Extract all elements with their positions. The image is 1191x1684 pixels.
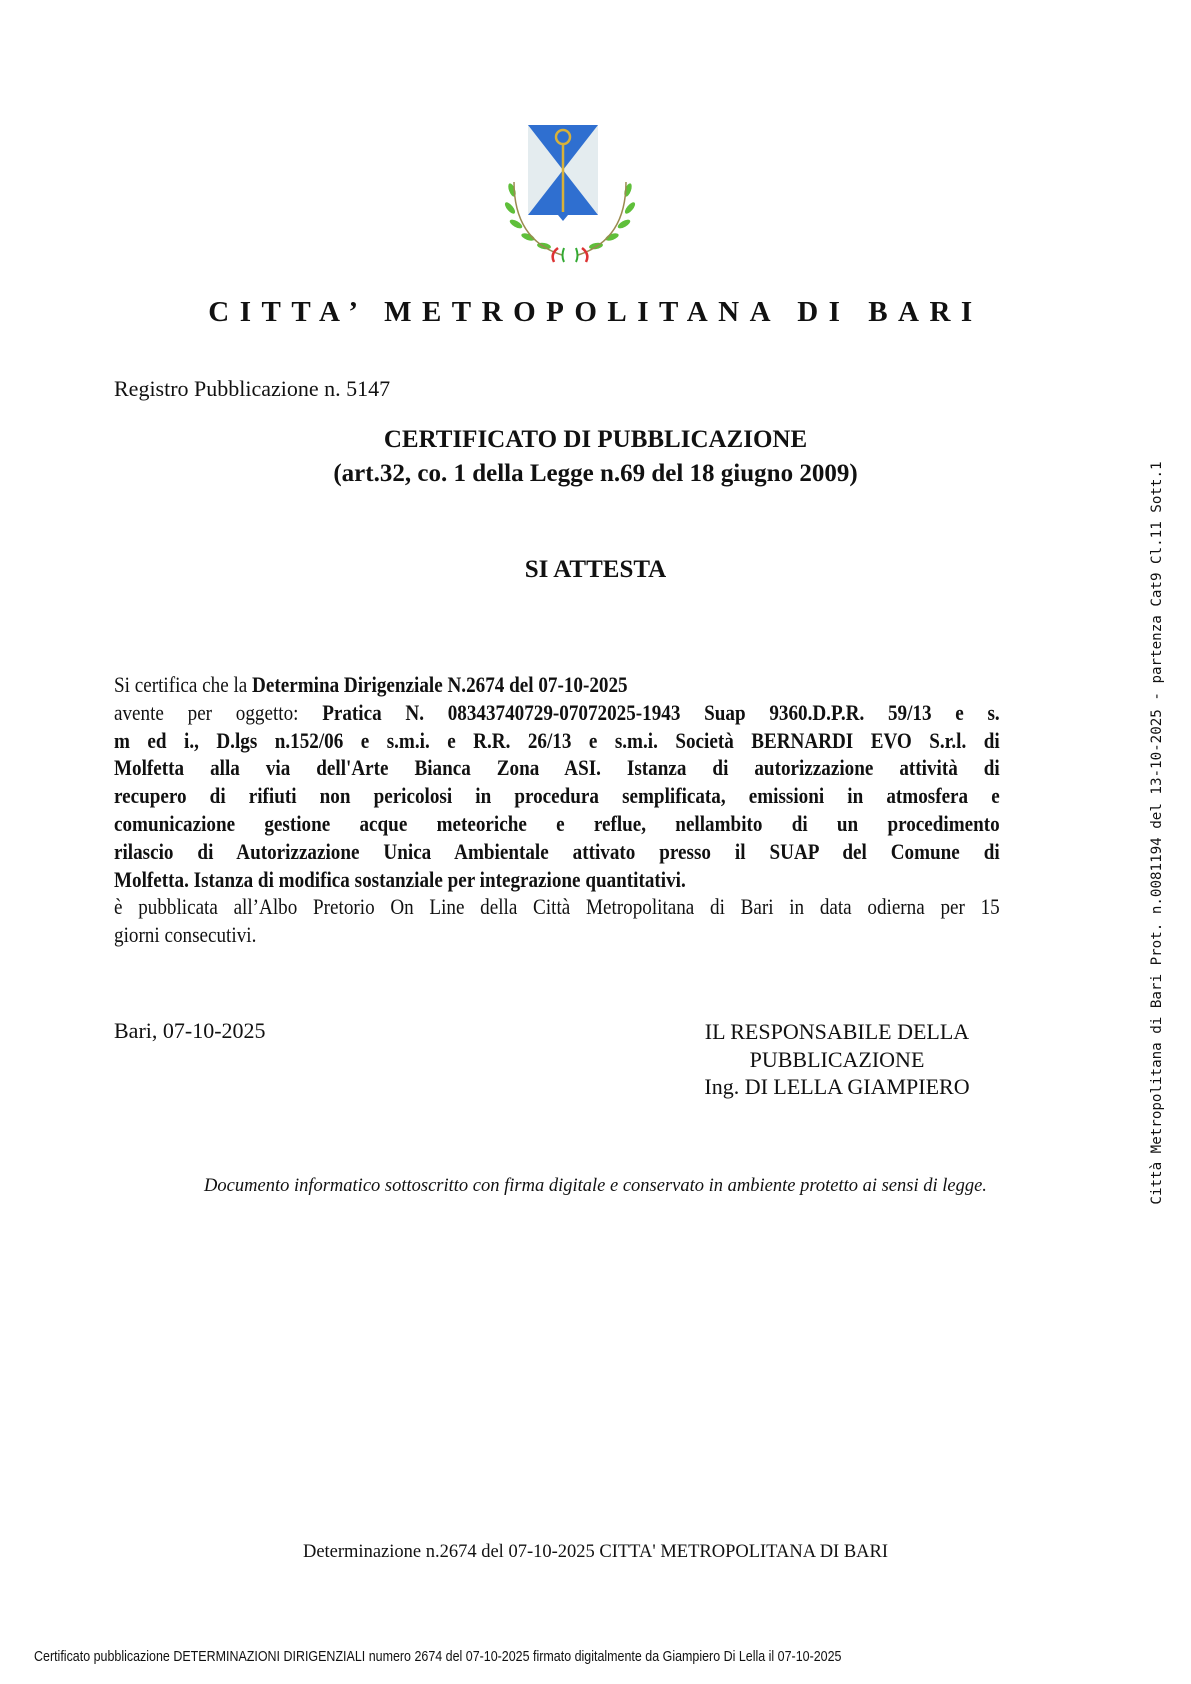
body-line: giorni consecutivi.	[114, 922, 257, 948]
registration-number: Registro Pubblicazione n. 5147	[114, 376, 391, 401]
body-bold-text: Determina Dirigenziale N.2674 del 07-10-2025	[252, 672, 628, 697]
body-line: Molfetta. Istanza di modifica sostanziale per integrazione quantitativi.	[114, 866, 686, 892]
attestation-heading: SI ATTESTA	[524, 556, 667, 583]
signer-name: Ing. DI LELLA GIAMPIERO	[704, 1074, 970, 1099]
body-line: recupero di rifiuti non pericolosi in procedura semplificata, emissioni in atmosfera e	[114, 783, 1000, 809]
signer-role-line1: IL RESPONSABILE DELLA	[704, 1019, 970, 1044]
body-line: rilascio di Autorizzazione Unica Ambientale attivato presso il SUAP del Comune di	[114, 838, 1000, 864]
body-line: comunicazione gestione acque meteoriche e reflue, nellambito di un procedimento	[114, 810, 1000, 836]
signer-role-line2: PUBBLICAZIONE	[749, 1046, 925, 1072]
issuer-title: CITTA’ METROPOLITANA DI BARI	[208, 296, 983, 328]
place-date: Bari, 07-10-2025	[114, 1018, 266, 1043]
body-line: Molfetta alla via dell'Arte Bianca Zona ASI. Istanza di autorizzazione attività di	[114, 755, 1000, 781]
page-footer: Determinazione n.2674 del 07-10-2025 CITTA' METROPOLITANA DI BARI	[302, 1542, 889, 1562]
bottom-signature-stamp: Certificato pubblicazione DETERMINAZIONI DIRIGENZIALI numero 2674 del 07-10-2025 firmato digitalmente da Giampiero Di Lella il 07-10-2025	[34, 1649, 842, 1665]
protocol-side-stamp: Città Metropolitana di Bari Prot. n.0081194 del 13-10-2025 - partenza Cat9 Cl.11 Sott.1	[1149, 461, 1165, 1205]
body-text: avente per oggetto:	[114, 699, 323, 725]
body-line: è pubblicata all’Albo Pretorio On Line della Città Metropolitana di Bari in data odierna per 15	[114, 894, 1000, 920]
digital-signature-note: Documento informatico sottoscritto con firma digitale e conservato in ambiente protetto ai sensi di legge.	[204, 1176, 987, 1196]
coat-of-arms-logo	[500, 120, 640, 272]
body-line	[114, 671, 1000, 699]
certificate-title: CERTIFICATO DI PUBBLICAZIONE	[383, 426, 808, 453]
signature-block	[687, 1018, 987, 1101]
body-text: Si certifica che la	[114, 672, 253, 697]
body-bold-text: Pratica N. 08343740729-07072025-1943 Suap 9360.D.P.R. 59/13 e s.	[322, 699, 1000, 725]
certificate-body	[114, 671, 1000, 949]
certificate-subtitle: (art.32, co. 1 della Legge n.69 del 18 giugno 2009)	[333, 460, 858, 487]
body-line	[114, 699, 1000, 727]
body-line: m ed i., D.lgs n.152/06 e s.m.i. e R.R. 26/13 e s.m.i. Società BERNARDI EVO S.r.l. di	[114, 727, 1000, 753]
